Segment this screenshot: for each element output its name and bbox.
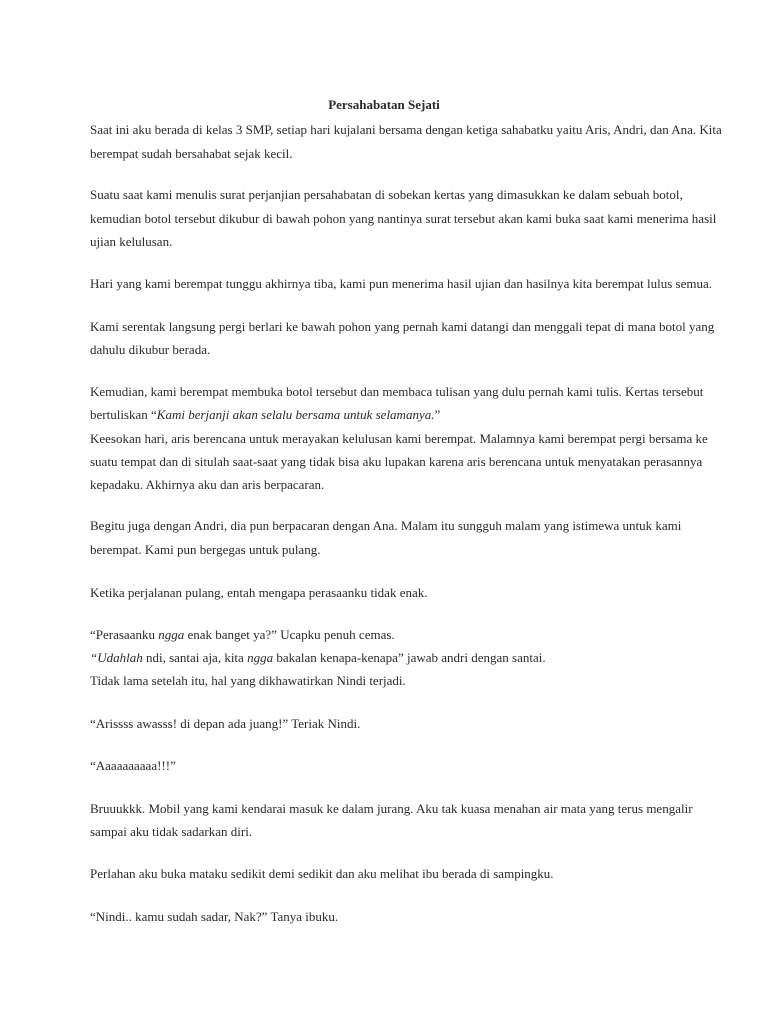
- text-line: [90, 319, 714, 335]
- text-segment: Ketika perjalanan pulang, entah mengapa perasaanku tidak enak.: [90, 585, 428, 600]
- text-line: [90, 342, 210, 358]
- text-segment: sampai aku tidak sadarkan diri.: [90, 824, 253, 839]
- text-segment: “Aaaaaaaaaa!!!”: [90, 758, 176, 773]
- text-line: [90, 122, 722, 138]
- text-segment: “Nindi.. kamu sudah sadar, Nak?” Tanya ibuku.: [90, 909, 339, 924]
- text-segment: ndi, santai aja, kita: [142, 650, 248, 665]
- text-segment: Hari yang kami berempat tunggu akhirnya tiba, kami pun menerima hasil ujian dan hasilnya kita berempat lulus semua.: [90, 276, 713, 291]
- text-line: [90, 211, 716, 227]
- text-segment: Kemudian, kami berempat membuka botol tersebut dan membaca tulisan yang dulu pernah kami tulis. Kertas tersebut: [90, 384, 704, 399]
- text-line: [90, 518, 681, 534]
- text-segment: Kami serentak langsung pergi berlari ke bawah pohon yang pernah kami datangi dan menggali tepat di mana botol yang: [90, 319, 715, 334]
- text-segment: Tidak lama setelah itu, hal yang dikhawatirkan Nindi terjadi.: [90, 673, 406, 688]
- text-segment: berempat sudah bersahabat sejak kecil.: [90, 146, 293, 161]
- italic-text: Kami berjanji akan selalu bersama untuk selamanya.: [156, 407, 435, 422]
- text-segment: Bruuukkk. Mobil yang kami kendarai masuk ke dalam jurang. Aku tak kuasa menahan air mata yang terus mengalir: [90, 801, 693, 816]
- text-line: [90, 542, 320, 558]
- text-line: [90, 431, 708, 447]
- text-segment: bakalan kenapa-kenapa” jawab andri dengan santai.: [273, 650, 546, 665]
- text-segment: Perlahan aku buka mataku sedikit demi sedikit dan aku melihat ibu berada di sampingku.: [90, 866, 554, 881]
- text-segment: Begitu juga dengan Andri, dia pun berpacaran dengan Ana. Malam itu sungguh malam yang istimewa untuk kami: [90, 518, 682, 533]
- text-segment: suatu tempat dan di situlah saat-saat yang tidak bisa aku lupakan karena aris berencana untuk menyatakan perasannya: [90, 454, 703, 469]
- italic-text: Udahlah: [97, 650, 143, 665]
- text-line: [90, 146, 293, 162]
- text-segment: “Arissss awasss! di depan ada juang!” Teriak Nindi.: [90, 716, 361, 731]
- text-line: [90, 824, 252, 840]
- text-segment: ujian kelulusan.: [90, 234, 173, 249]
- text-segment: enak banget ya?” Ucapku penuh cemas.: [184, 627, 395, 642]
- text-line: [90, 477, 324, 493]
- document-title: Persahabatan Sejati: [328, 97, 440, 112]
- text-line: [90, 276, 712, 292]
- text-segment: berempat. Kami pun bergegas untuk pulang.: [90, 542, 321, 557]
- text-line: [90, 384, 703, 400]
- text-line: [90, 234, 172, 250]
- text-segment: ”: [434, 407, 441, 422]
- text-segment: Suatu saat kami menulis surat perjanjian persahabatan di sobekan kertas yang dimasukkan ke dalam sebuah botol,: [90, 187, 683, 202]
- text-segment: Saat ini aku berada di kelas 3 SMP, setiap hari kujalani bersama dengan ketiga sahabatku yaitu Aris, Andri, dan Ana. Kita: [90, 122, 722, 137]
- text-line: [90, 187, 683, 203]
- text-line: [90, 673, 406, 689]
- italic-text: “: [90, 650, 98, 665]
- text-segment: Keesokan hari, aris berencana untuk merayakan kelulusan kami berempat. Malamnya kami berempat pergi bersama ke: [90, 431, 708, 446]
- text-line: [90, 758, 176, 774]
- text-line: [90, 407, 440, 423]
- text-line: [90, 909, 338, 925]
- text-segment: kepadaku. Akhirnya aku dan aris berpacaran.: [90, 477, 325, 492]
- text-segment: kemudian botol tersebut dikubur di bawah pohon yang nantinya surat tersebut akan kami buka saat kami menerima hasil: [90, 211, 717, 226]
- text-segment: dahulu dikubur berada.: [90, 342, 211, 357]
- text-line: [90, 627, 395, 643]
- text-line: [90, 585, 428, 601]
- text-segment: bertuliskan “: [90, 407, 157, 422]
- text-line: [90, 716, 360, 732]
- text-line: [90, 866, 554, 882]
- italic-text: ngga: [158, 627, 185, 642]
- text-line: [90, 801, 693, 817]
- italic-text: ngga: [247, 650, 274, 665]
- text-line: [90, 454, 702, 470]
- text-segment: “Perasaanku: [90, 627, 159, 642]
- text-line: [90, 650, 546, 666]
